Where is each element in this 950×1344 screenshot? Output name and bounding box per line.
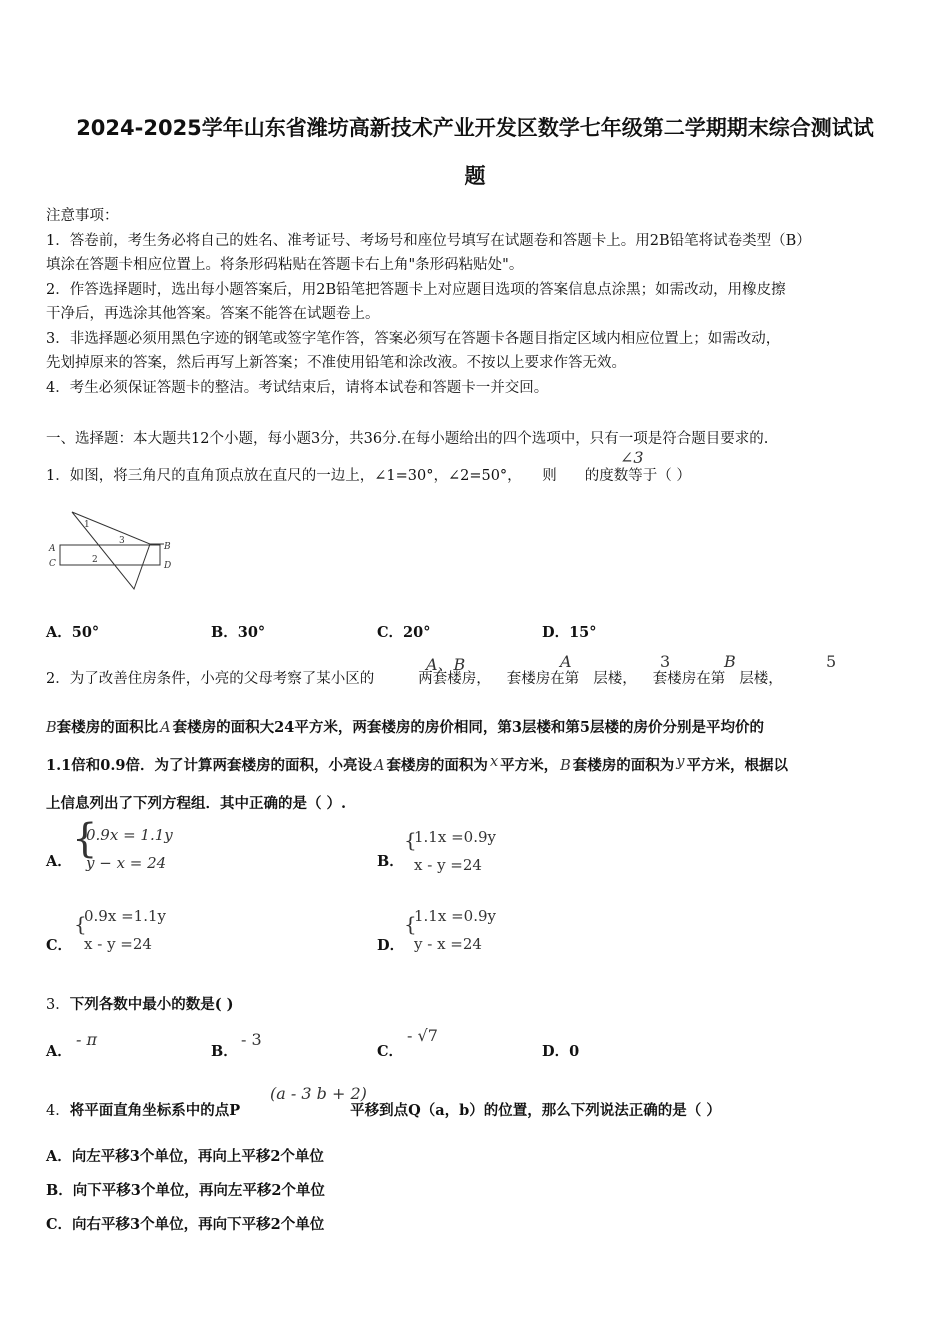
- notice-line: 2．作答选择题时，选出每小题答案后，用2B铅笔把答题卡上对应题目选项的答案信息点涂黑；如需改动，用橡皮擦: [46, 282, 786, 298]
- question-1-body-then: 则: [542, 468, 557, 484]
- q3-body: 下列各数中最小的数是( ): [69, 996, 234, 1013]
- option-label: D．: [542, 1043, 570, 1060]
- question-2-line2: [46, 716, 764, 737]
- fig-angle-2: 2: [92, 555, 98, 565]
- fig-label-C: C: [49, 559, 56, 569]
- q2-option-d-system: [414, 902, 496, 958]
- q4-option-b[interactable]: B．向下平移3个单位，再向左平移2个单位: [46, 1182, 325, 1199]
- question-2-line4: 上信息列出了下列方程组．其中正确的是（ ）.: [46, 795, 347, 812]
- question-1-text: [46, 464, 691, 485]
- notice-line: 先划掉原来的答案，然后再写上新答案；不准使用铅笔和涂改液。不按以上要求作答无效。: [46, 355, 626, 371]
- q4-option-a[interactable]: A．向左平移3个单位，再向上平移2个单位: [46, 1148, 324, 1165]
- q2-option-a[interactable]: A．: [46, 853, 72, 870]
- ruler-triangle-figure: [44, 504, 179, 596]
- equation: 0.9x =1.1y: [84, 907, 166, 925]
- q4-body: 将平面直角坐标系中的点P: [69, 1102, 241, 1119]
- notice-line: 3．非选择题必须用黑色字迹的钢笔或签字笔作答，答案必须写在答题卡各题目指定区域内相应位置上；如需改动，: [46, 331, 781, 347]
- angle-3-symbol: ∠3: [620, 448, 644, 467]
- q2-text: 套楼房的面积大24平方米，两套楼房的房价相同，第3层楼和第5层楼的房价分别是平均价的: [172, 719, 764, 736]
- q2-text: 层楼，: [593, 671, 637, 687]
- section-heading: 一、选择题：本大题共12个小题，每小题3分，共36分.在每小题给出的四个选项中，只有一项是符合题目要求的.: [46, 431, 769, 447]
- q3-option-d-value: 0: [569, 1043, 580, 1060]
- equation: y - x =24: [414, 935, 482, 953]
- notice-line: 4．考生必须保证答题卡的整洁。考试结束后，请将本试卷和答题卡一并交回。: [46, 380, 549, 396]
- q2-b-symbol: B: [560, 758, 571, 774]
- fig-label-D: D: [164, 561, 172, 571]
- exam-title-line1: 2024-2025学年山东省潍坊高新技术产业开发区数学七年级第二学期期末综合测试试: [76, 116, 874, 140]
- brace-icon: {: [404, 912, 417, 936]
- equation: x - y =24: [414, 856, 482, 874]
- question-2-line1: [46, 667, 783, 688]
- equation: y − x = 24: [86, 854, 167, 872]
- q2-text: 套楼房的面积比: [56, 719, 159, 736]
- brace-icon: {: [74, 912, 87, 936]
- question-1-body-end: 的度数等于（ ）: [584, 468, 691, 484]
- question-2-line3: [46, 754, 788, 775]
- q2-floor-5: 5: [826, 652, 837, 671]
- q2-option-a-system: [86, 821, 173, 877]
- question-1-body: 如图，将三角尺的直角顶点放在直尺的一边上，∠1=30°，∠2=50°，: [69, 468, 522, 484]
- q2-a-symbol: A: [560, 652, 572, 671]
- q4-point-coordinates: (a - 3 b + 2): [270, 1084, 367, 1103]
- q2-b-symbol: B: [46, 720, 57, 736]
- q3-option-b[interactable]: B．: [211, 1043, 238, 1060]
- equation: 0.9x = 1.1y: [86, 826, 173, 844]
- q2-a-symbol: A: [160, 720, 171, 736]
- equation: 1.1x =0.9y: [414, 828, 496, 846]
- q1-option-c[interactable]: C．20°: [377, 624, 431, 641]
- q3-option-a-value: - π: [76, 1030, 98, 1049]
- question-number: 4．: [46, 1103, 70, 1119]
- exam-title-line2: 题: [464, 164, 486, 188]
- q2-ab-symbol: A、B: [426, 655, 466, 674]
- q2-b-symbol: B: [724, 652, 736, 671]
- q1-option-b[interactable]: B．30°: [211, 624, 266, 641]
- q2-text: 套楼房的面积为: [386, 757, 488, 774]
- q2-text: 两套楼房，: [418, 671, 491, 687]
- notice-line: 填涂在答题卡相应位置上。将条形码粘贴在答题卡右上角"条形码粘贴处"。: [46, 257, 524, 273]
- q2-option-b-system: [414, 823, 496, 879]
- question-number: 1．: [46, 468, 70, 484]
- equation: 1.1x =0.9y: [414, 907, 496, 925]
- q2-text: 套楼房的面积为: [572, 757, 675, 774]
- fig-label-B: B: [164, 542, 171, 552]
- notice-line: 干净后，再选涂其他答案。答案不能答在试题卷上。: [46, 306, 380, 322]
- question-4-text: [46, 1099, 721, 1120]
- question-3-text: [46, 993, 234, 1014]
- fig-angle-1: 1: [84, 520, 90, 530]
- notice-line: 1．答卷前，考生务必将自己的姓名、准考证号、考场号和座位号填写在试题卷和答题卡上。用2B铅笔将试卷类型（B）: [46, 233, 811, 249]
- q2-text: 套楼房在第: [652, 671, 726, 687]
- q2-option-b[interactable]: B．: [377, 853, 404, 870]
- q2-a-symbol: A: [373, 758, 385, 774]
- fig-angle-3: 3: [119, 536, 125, 546]
- q2-option-c-system: [84, 902, 166, 958]
- brace-icon: {: [404, 828, 417, 852]
- q2-text: 平方米，: [500, 757, 559, 774]
- question-number: 2．: [46, 671, 70, 687]
- fig-label-A: A: [49, 544, 56, 554]
- brace-icon: {: [72, 816, 98, 862]
- q3-option-c[interactable]: C．: [377, 1043, 404, 1060]
- q4-option-c[interactable]: C．向右平移3个单位，再向下平移2个单位: [46, 1216, 325, 1233]
- q2-text: 层楼，: [739, 671, 783, 687]
- q2-text: 1.1倍和0.9倍．为了计算两套楼房的面积，小亮设: [46, 757, 372, 774]
- q2-text: 平方米，根据以: [686, 757, 788, 774]
- equation: x - y =24: [84, 935, 152, 953]
- q3-option-d[interactable]: [542, 1040, 579, 1061]
- q2-x-symbol: x: [489, 754, 499, 770]
- q2-text: 套楼房在第: [506, 671, 580, 687]
- notice-heading: 注意事项：: [46, 208, 119, 224]
- q2-text: 为了改善住房条件，小亮的父母考察了某小区的: [69, 671, 375, 687]
- q3-option-c-value: - √7: [407, 1026, 438, 1045]
- q2-option-d[interactable]: D．: [377, 937, 405, 954]
- question-number: 3．: [46, 997, 70, 1013]
- q1-option-d[interactable]: D．15°: [542, 624, 597, 641]
- q4-body-end: 平移到点Q（a，b）的位置，那么下列说法正确的是（ ）: [350, 1102, 721, 1119]
- ruler-shape: [60, 545, 160, 565]
- q3-option-a[interactable]: A．: [46, 1043, 72, 1060]
- q2-y-symbol: y: [676, 754, 685, 770]
- q1-option-a[interactable]: A．50°: [46, 624, 100, 641]
- q2-floor-3: 3: [660, 652, 671, 671]
- q2-option-c[interactable]: C．: [46, 937, 73, 954]
- q3-option-b-value: - 3: [241, 1030, 262, 1049]
